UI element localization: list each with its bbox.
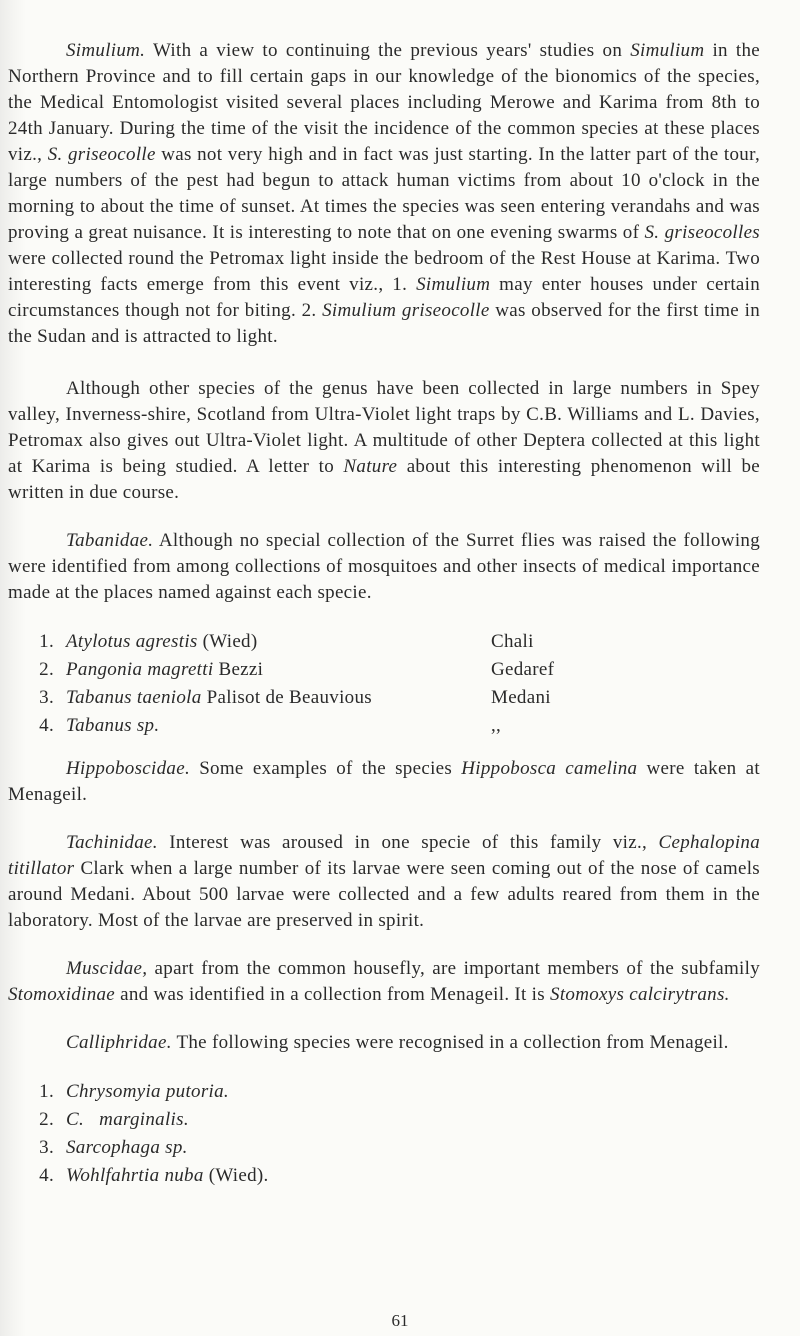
family-heading: Tabanidae.: [66, 530, 154, 551]
paragraph-calliphridae: Calliphridae. The following species were recognised in a collection from Menageil.: [66, 1032, 729, 1053]
family-heading: Muscidae,: [66, 958, 148, 979]
list-item: 2. Pangonia magretti Bezzi Gedaref: [8, 656, 760, 684]
paragraph-ultraviolet: Although other species of the genus have been collected in large numbers in Spey valley, Inverness-shire, Scotland from Ultra-Violet light traps by C.B. Williams and L. Davies, Petromax also gives out Ultra-Violet light. A multitude of other Deptera collected at this light at Karima is being studied. A letter to Nature about this interesting phenomenon will be written in due course.: [8, 378, 760, 503]
list-item: 3. Tabanus taeniola Palisot de Beauvious Medani: [8, 684, 760, 712]
paragraph-hippoboscidae: Hippoboscidae. Some examples of the species Hippobosca camelina were taken at Menageil.: [8, 758, 760, 805]
genus-heading: Simulium.: [66, 40, 146, 61]
paragraph-tabanidae: Tabanidae. Although no special collection of the Surret flies was raised the following were identified from among collections of mosquitoes and other insects of medical importance made at the places named against each specie.: [8, 530, 760, 603]
collection-place: ,,: [491, 715, 502, 736]
paragraph-muscidae: Muscidae, apart from the common housefly, are important members of the subfamily Stomoxidinae and was identified in a collection from Menageil. It is Stomoxys calcirytrans.: [8, 958, 760, 1005]
family-heading: Calliphridae.: [66, 1032, 172, 1053]
family-heading: Hippoboscidae.: [66, 758, 190, 779]
list-item: 2. C. marginalis.: [39, 1109, 189, 1130]
page-number: 61: [391, 1311, 409, 1330]
collection-place: Medani: [491, 687, 551, 708]
family-heading: Tachinidae.: [66, 832, 158, 853]
list-item: 4. Wohlfahrtia nuba (Wied).: [39, 1165, 269, 1186]
collection-place: Chali: [491, 631, 534, 652]
collection-place: Gedaref: [491, 659, 555, 680]
calliphridae-species-list: [8, 1078, 760, 1190]
tabanidae-species-list: [8, 628, 760, 740]
paragraph-simulium: Simulium. With a view to continuing the previous years' studies on Simulium in the Northern Province and to fill certain gaps in our knowledge of the bionomics of the species, the Medical Entomologist visited several places including Merowe and Karima from 8th to 24th January. During the time of the visit the incidence of the common species at these places viz., S. griseocolle was not very high and in fact was just starting. In the latter part of the tour, large numbers of the pest had begun to attack human victims from about 10 o'clock in the morning to about the time of sunset. At times the species was seen entering verandahs and was proving a great nuisance. It is interesting to note that on one evening swarms of S. griseocolles were collected round the Petromax light inside the bedroom of the Rest House at Karima. Two interesting facts emerge from this event viz., 1. Simulium may enter houses under certain circumstances though not for biting. 2. Simulium griseocolle was observed for the first time in the Sudan and is attracted to light.: [8, 40, 761, 347]
list-item: 3. Sarcophaga sp.: [39, 1137, 188, 1158]
list-item: 4. Tabanus sp. ,,: [8, 712, 760, 740]
list-item: 1. Chrysomyia putoria.: [39, 1081, 229, 1102]
list-item: 1. Atylotus agrestis (Wied) Chali: [8, 628, 760, 656]
paragraph-tachinidae: Tachinidae. Interest was aroused in one specie of this family viz., Cephalopina titillator Clark when a large number of its larvae were seen coming out of the nose of camels around Medani. About 500 larvae were collected and a few adults reared from them in the laboratory. Most of the larvae are preserved in spirit.: [8, 832, 760, 931]
